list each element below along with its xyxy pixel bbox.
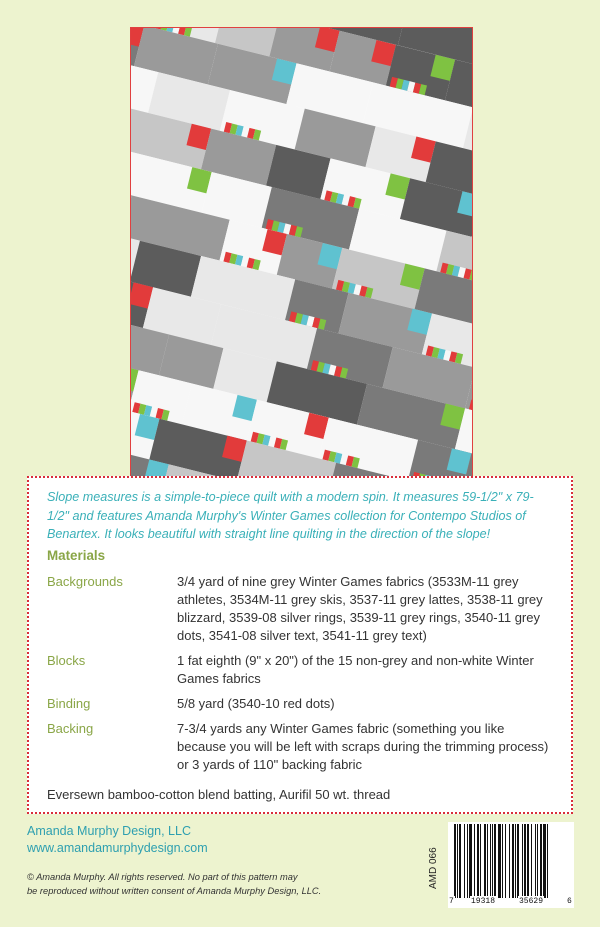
materials-description: 1 fat eighth (9" x 20") of the 15 non-grey and non-white Winter Games fabrics xyxy=(177,652,534,686)
product-code: AMD 066 xyxy=(428,847,439,889)
barcode-bar xyxy=(502,824,503,898)
barcode-bar xyxy=(492,824,493,898)
materials-description: 3/4 yard of nine grey Winter Games fabrics (3533M-11 grey athletes, 3534M-11 grey skis, 3537-11 grey lattes, 3538-11 grey blizzard, 3539-08 silver rings, 3539-11 grey rings, 3540-11 grey dots, 3541-08 silver text, 3541-11 grey text) xyxy=(177,573,543,643)
company-info xyxy=(27,823,208,857)
pattern-info-box xyxy=(27,476,573,814)
copyright-line: be reproduced without written consent of Amanda Murphy Design, LLC. xyxy=(27,885,322,896)
barcode-bar xyxy=(527,824,529,898)
barcode-bar xyxy=(464,824,465,898)
barcode-bar xyxy=(498,824,501,898)
barcode-bar xyxy=(535,824,536,898)
company-name: Amanda Murphy Design, LLC xyxy=(27,824,191,838)
barcode-bar xyxy=(515,824,516,898)
barcode-bar xyxy=(467,824,468,898)
barcode-digits xyxy=(448,896,574,907)
barcode-digit-group: 19318 xyxy=(471,897,496,906)
barcode-bar xyxy=(531,824,532,898)
barcode-bar xyxy=(537,824,538,898)
quilt-rows xyxy=(131,28,472,476)
quilt-photo xyxy=(130,27,473,477)
barcode-bar xyxy=(517,824,519,898)
materials-description: 5/8 yard (3540-10 red dots) xyxy=(177,695,335,711)
materials-label: Backing xyxy=(47,720,94,736)
barcode-bar xyxy=(547,824,548,898)
barcode-bar xyxy=(540,824,542,898)
materials-row-binding xyxy=(47,695,553,713)
barcode-bar xyxy=(522,824,523,898)
barcode-bar xyxy=(480,824,481,898)
barcode-bar xyxy=(494,824,496,898)
barcode-bar xyxy=(459,824,461,898)
barcode-bar xyxy=(474,824,475,898)
barcode-bar xyxy=(490,824,491,898)
company-website-link[interactable]: www.amandamurphydesign.com xyxy=(27,841,208,855)
materials-heading: Materials xyxy=(47,547,106,563)
barcode-bar xyxy=(484,824,486,898)
copyright-line: © Amanda Murphy. All rights reserved. No part of this pattern may xyxy=(27,872,298,882)
barcode-bar xyxy=(487,824,488,898)
copyright-notice xyxy=(27,871,321,898)
materials-description: 7-3/4 yards any Winter Games fabric (something you like because you will be left with scraps during the trimming process) or 3 yards of 110" backing fabric xyxy=(177,720,549,772)
materials-label: Binding xyxy=(47,695,91,711)
materials-label: Backgrounds xyxy=(47,573,123,589)
barcode-digit-group: 6 xyxy=(567,897,572,906)
barcode-bar xyxy=(512,824,514,898)
materials-label: Blocks xyxy=(47,652,86,668)
quilt-illustration xyxy=(131,28,472,476)
notions-text: Eversewn bamboo-cotton blend batting, Aurifil 50 wt. thread xyxy=(47,786,391,802)
barcode-digit-group: 7 xyxy=(449,897,454,906)
materials-row-blocks xyxy=(47,652,553,688)
barcode-digit-group: 35629 xyxy=(519,897,544,906)
barcode-bar xyxy=(477,824,479,898)
barcode xyxy=(448,822,574,908)
materials-row-backing xyxy=(47,720,553,774)
barcode-bar xyxy=(454,824,456,898)
barcode-bar xyxy=(543,824,546,898)
barcode-bar xyxy=(505,824,506,898)
barcode-bar xyxy=(524,824,526,898)
materials-row-backgrounds xyxy=(47,573,553,645)
barcode-bar xyxy=(509,824,510,898)
barcode-bar xyxy=(457,824,458,898)
pattern-intro: Slope measures is a simple-to-piece quilt with a modern spin. It measures 59-1/2" x 79-1/2" and features Amanda Murphy's Winter Games collection for Contempo Studios of Benartex. It looks beautiful with straight line quilting in the direction of the slope! xyxy=(47,490,534,542)
barcode-bar xyxy=(469,824,472,898)
